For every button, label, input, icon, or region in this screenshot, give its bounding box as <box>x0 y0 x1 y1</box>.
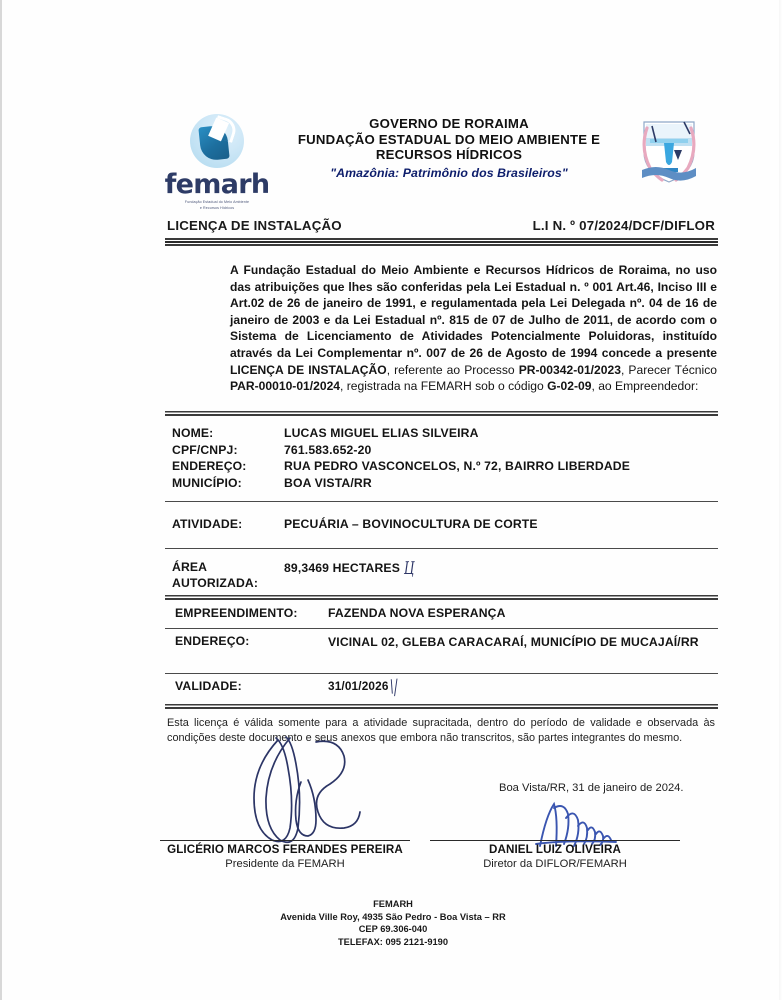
footer-telefax: TELEFAX: 095 2121-9190 <box>337 936 449 947</box>
preamble-emphasis-code: G-02-09 <box>547 379 592 394</box>
site-address-value: VICINAL 02, GLEBA CARACARAÍ, MUNICÍPIO DE MUCAJAÍ/RR <box>328 635 699 649</box>
signature-ink-left <box>238 736 368 853</box>
preamble-text-1: A Fundação Estadual do Meio Ambiente e Recursos Hídricos de Roraima, no uso das atribuições que lhes são conferidas pela Lei Estadual n. º 001 Art.46, Inciso III e Art.02 de 26 de janeiro de 1991, e regulamentada pela Lei Delegada nº. 04 de 16 de janeiro de 2003 e da Lei Estadual nº. 815 de 07 de Julho de 2011, de acordo com o Sistema de Licenciamento de Atividades Potencialmente Poluidoras, instituído através da Lei Complementar nº. 007 de 26 de Agosto de 1994 concede a presente <box>230 263 717 360</box>
preamble-text-3: , Parecer Técnico <box>620 362 717 377</box>
signature-block-right <box>430 840 680 871</box>
signature-rule-left <box>160 840 410 841</box>
license-type-title: LICENÇA DE INSTALAÇÃO <box>167 218 342 233</box>
femarh-logo-subtitle-line2: e Recursos Hídricos <box>199 205 235 210</box>
rule-above-holder-block <box>165 411 718 416</box>
site-address-label: ENDEREÇO: <box>175 634 250 648</box>
roraima-coat-of-arms-icon <box>636 112 702 186</box>
org-slogan: "Amazônia: Patrimônio dos Brasileiros" <box>330 165 568 180</box>
femarh-wordmark: femarh <box>164 169 270 200</box>
preamble-text-4: , registrada na FEMARH sob o código <box>340 379 548 394</box>
document-header <box>157 112 717 210</box>
area-value-wrap <box>284 560 717 591</box>
rule-above-activity <box>165 501 718 502</box>
holder-label-nome: NOME: <box>172 426 214 440</box>
preamble-text-2: , referente ao Processo <box>386 362 519 377</box>
footer-address: Avenida Ville Roy, 4935 São Pedro - Boa Vista – RR <box>280 911 506 922</box>
signature-date-place: Boa Vista/RR, 31 de janeiro de 2024. <box>499 782 684 794</box>
area-row <box>172 560 717 591</box>
holder-row-cpf <box>172 442 717 459</box>
signature-block-left <box>160 840 410 871</box>
area-label <box>172 560 284 591</box>
preamble-emphasis-process: PR-00342-01/2023 <box>518 362 621 377</box>
preamble-emphasis-opinion: PAR-00010-01/2024 <box>230 379 341 394</box>
rule-above-area <box>165 548 718 549</box>
enterprise-row <box>175 606 717 620</box>
organization-title <box>277 112 621 182</box>
site-address-row <box>175 634 717 650</box>
holder-row-nome <box>172 425 717 442</box>
rule-above-note <box>165 704 718 709</box>
validity-row <box>175 679 717 695</box>
holder-value-nome: LUCAS MIGUEL ELIAS SILVEIRA <box>284 426 479 440</box>
holder-label-cpf: CPF/CNPJ: <box>172 442 238 457</box>
enterprise-label: EMPREENDIMENTO: <box>175 606 298 620</box>
area-value: 89,3469 HECTARES <box>284 561 400 575</box>
org-line-foundation-2: RECURSOS HÍDRICOS <box>375 147 523 162</box>
preamble-emphasis-license: LICENÇA DE INSTALAÇÃO <box>230 362 387 377</box>
activity-value: PECUÁRIA – BOVINOCULTURA DE CORTE <box>284 517 538 531</box>
holder-value-municipio: BOA VISTA/RR <box>284 475 372 490</box>
enterprise-value: FAZENDA NOVA ESPERANÇA <box>328 606 506 620</box>
license-number: L.I N. º 07/2024/DCF/DIFLOR <box>532 218 715 233</box>
validity-value-wrap <box>328 679 717 695</box>
coat-of-arms-block <box>621 112 717 186</box>
area-label-line2: AUTORIZADA: <box>172 575 259 590</box>
signature-name-right: DANIEL LUIZ OLIVEIRA <box>489 843 621 856</box>
femarh-emblem-icon <box>186 114 248 170</box>
holder-row-municipio <box>172 475 717 492</box>
validity-handwritten-mark: \| <box>387 677 399 697</box>
validity-note: Esta licença é válida somente para a atividade supracitada, dentro do período de validade e observada às condições deste documento e seus anexos que embora não transcritos, são partes integrantes do mesmo. <box>167 717 715 744</box>
signature-rule-right <box>430 840 680 841</box>
license-bar <box>167 218 715 233</box>
femarh-logo-subtitle-line1: Fundação Estadual do Meio Ambiente <box>184 199 250 205</box>
holder-row-endereco <box>172 458 717 475</box>
document-footer <box>2 898 782 948</box>
rule-above-validity <box>165 673 718 674</box>
signature-name-left: GLICÉRIO MARCOS FERANDES PEREIRA <box>167 843 403 856</box>
signature-role-right: Diretor da DIFLOR/FEMARH <box>483 858 627 870</box>
activity-label: ATIVIDADE: <box>172 517 243 531</box>
preamble-paragraph <box>230 262 717 395</box>
rule-above-site-address <box>165 628 718 629</box>
holder-value-endereco: RUA PEDRO VASCONCELOS, N.º 72, BAIRRO LIBERDADE <box>284 459 631 474</box>
holder-block <box>172 425 717 491</box>
validity-value: 31/01/2026 <box>328 679 389 693</box>
footer-org: FEMARH <box>373 899 413 909</box>
holder-label-endereco: ENDEREÇO: <box>172 459 247 474</box>
area-handwritten-mark: Ц <box>402 559 416 579</box>
area-label-line1: ÁREA <box>172 560 208 574</box>
holder-label-municipio: MUNICÍPIO: <box>172 475 242 490</box>
preamble-text-5: , ao Empreendedor: <box>591 379 699 394</box>
activity-row <box>172 517 717 531</box>
rule-above-enterprise <box>165 595 718 600</box>
validity-label: VALIDADE: <box>175 679 242 693</box>
femarh-logo <box>157 112 277 211</box>
org-line-government: GOVERNO DE RORAIMA <box>369 116 529 131</box>
org-line-foundation-1: FUNDAÇÃO ESTADUAL DO MEIO AMBIENTE E <box>297 131 601 147</box>
holder-value-cpf: 761.583.652-20 <box>284 442 372 457</box>
rule-under-license-bar <box>165 240 718 244</box>
signature-role-left: Presidente da FEMARH <box>225 858 345 870</box>
footer-cep: CEP 69.306-040 <box>358 924 428 935</box>
